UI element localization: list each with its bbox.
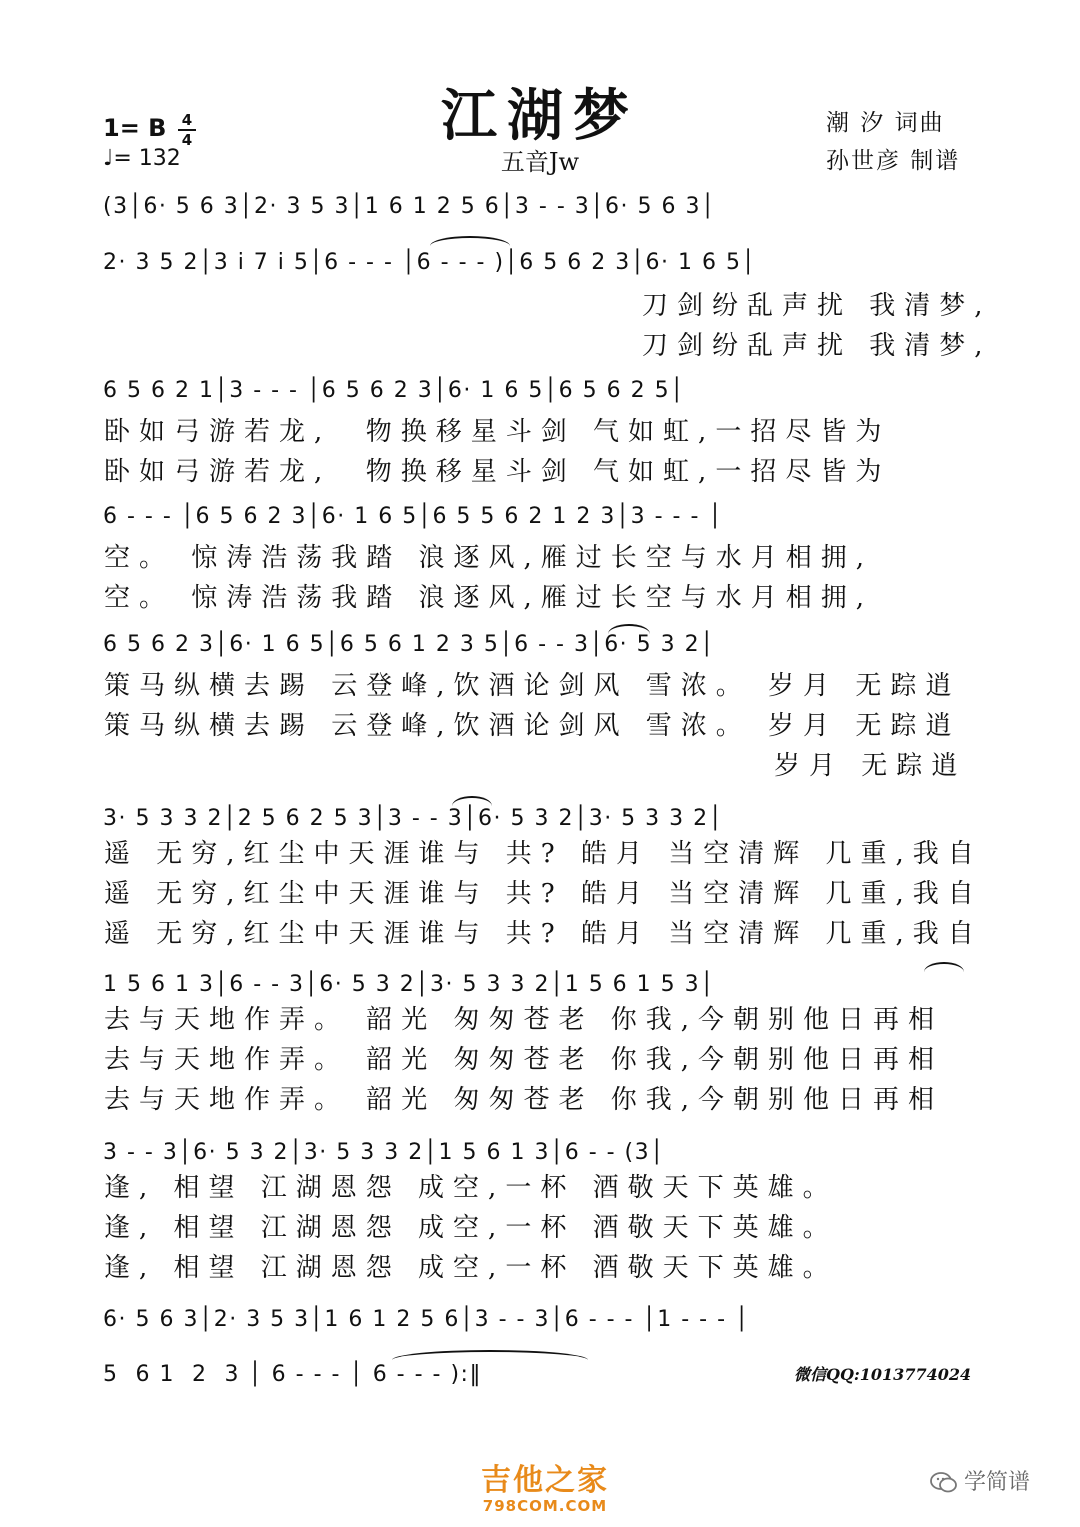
notation-text: 3 - - 3│6· 5 3 2│3· 5 3 3 2│1 5 6 1 3│6 - - (3│ bbox=[103, 1140, 665, 1165]
lyric-line bbox=[0, 706, 1080, 746]
lyric-text: 策马纵横去踢 云登峰,饮酒论剑风 雪浓。 岁月 无踪逍 bbox=[104, 671, 961, 701]
lyric-line bbox=[0, 1248, 1080, 1288]
lyric-line bbox=[0, 538, 1080, 578]
lyric-line bbox=[0, 578, 1080, 618]
credit-arranger: 孙世彦 制谱 bbox=[826, 148, 961, 174]
lyric-text: 去与天地作弄。 韶光 匆匆苍老 你我,今朝别他日再相 bbox=[104, 1005, 944, 1035]
lyric-line bbox=[0, 1000, 1080, 1040]
watermark bbox=[930, 1465, 1030, 1496]
time-signature bbox=[178, 112, 196, 148]
site-logo bbox=[470, 1455, 620, 1515]
lyric-line bbox=[0, 834, 1080, 874]
notation-line bbox=[0, 240, 1080, 286]
lyric-text: 逢, 相望 江湖恩怨 成空,一杯 酒敬天下英雄。 bbox=[104, 1253, 838, 1283]
notation-line bbox=[0, 368, 1080, 414]
lyric-text: 逢, 相望 江湖恩怨 成空,一杯 酒敬天下英雄。 bbox=[104, 1173, 838, 1203]
notation-text: 6 5 6 2 1│3 - - - │6 5 6 2 3│6· 1 6 5│6 5 6 2 5│ bbox=[103, 378, 685, 403]
wechat-icon bbox=[930, 1472, 958, 1494]
notation-text: 6 - - - │6 5 6 2 3│6· 1 6 5│6 5 5 6 2 1 2 3│3 - - - │ bbox=[103, 504, 724, 529]
notation-text: 6 5 6 2 3│6· 1 6 5│6 5 6 1 2 3 5│6 - - 3│6· 5 3 2│ bbox=[103, 632, 715, 657]
lyric-text: 遥 无穷,红尘中天涯谁与 共? 皓月 当空清辉 几重,我自 bbox=[104, 839, 983, 869]
lyric-line bbox=[0, 1080, 1080, 1120]
song-subtitle: 五音Jw bbox=[500, 148, 580, 176]
lyric-line bbox=[0, 1040, 1080, 1080]
logo-main-text: 吉他之家 bbox=[481, 1463, 609, 1498]
notation-text: (3│6· 5 6 3│2· 3 5 3│1 6 1 2 5 6│3 - - 3│6· 5 6 3│ bbox=[103, 194, 716, 219]
time-signature-top: 4 bbox=[181, 111, 193, 129]
tempo-marking: ♩= 132 bbox=[103, 146, 181, 171]
lyric-text: 刀剑纷乱声扰 我清梦, bbox=[642, 291, 992, 321]
watermark-text: 学简谱 bbox=[964, 1470, 1031, 1495]
notation-text: 1 5 6 1 3│6 - - 3│6· 5 3 2│3· 5 3 3 2│1 5 6 1 5 3│ bbox=[103, 972, 715, 997]
tie-mark bbox=[430, 236, 510, 246]
lyric-line bbox=[0, 914, 1080, 954]
notation-text: 2· 3 5 2│3 i 7 i 5│6 - - - │6 - - - )│6 5 6 2 3│6· 1 6 5│ bbox=[103, 250, 757, 275]
lyric-text: 逢, 相望 江湖恩怨 成空,一杯 酒敬天下英雄。 bbox=[104, 1213, 838, 1243]
lyric-text: 岁月 无踪逍 bbox=[774, 751, 967, 781]
lyric-line bbox=[0, 452, 1080, 492]
lyric-line bbox=[0, 746, 1080, 786]
lyric-line bbox=[0, 666, 1080, 706]
notation-text: 5 6 1 2 3 │ 6 - - - │ 6 - - - ):‖ bbox=[103, 1362, 482, 1387]
logo-sub-text: 798COM.COM bbox=[482, 1497, 608, 1515]
lyric-text: 遥 无穷,红尘中天涯谁与 共? 皓月 当空清辉 几重,我自 bbox=[104, 879, 983, 909]
contact-info: 微信QQ:1013774024 bbox=[794, 1365, 972, 1384]
lyric-text: 卧如弓游若龙, 物换移星斗剑 气如虹,一招尽皆为 bbox=[104, 457, 891, 487]
lyric-text: 卧如弓游若龙, 物换移星斗剑 气如虹,一招尽皆为 bbox=[104, 417, 891, 447]
lyric-text: 去与天地作弄。 韶光 匆匆苍老 你我,今朝别他日再相 bbox=[104, 1085, 944, 1115]
lyric-line bbox=[0, 412, 1080, 452]
key-signature: 1= B bbox=[103, 114, 167, 142]
notation-text: 3· 5 3 3 2│2 5 6 2 5 3│3 - - 3│6· 5 3 2│3· 5 3 3 2│ bbox=[103, 806, 724, 831]
time-signature-bottom: 4 bbox=[181, 131, 193, 149]
lyric-text: 遥 无穷,红尘中天涯谁与 共? 皓月 当空清辉 几重,我自 bbox=[104, 919, 983, 949]
lyric-text: 刀剑纷乱声扰 我清梦, bbox=[642, 331, 992, 361]
lyric-line bbox=[0, 874, 1080, 914]
lyric-text: 去与天地作弄。 韶光 匆匆苍老 你我,今朝别他日再相 bbox=[104, 1045, 944, 1075]
notation-line bbox=[0, 622, 1080, 668]
notation-line bbox=[0, 184, 1080, 230]
lyric-text: 空。 惊涛浩荡我踏 浪逐风,雁过长空与水月相拥, bbox=[104, 543, 874, 573]
notation-line bbox=[0, 1297, 1080, 1343]
lyric-line bbox=[0, 1208, 1080, 1248]
notation-line bbox=[0, 494, 1080, 540]
lyric-text: 策马纵横去踢 云登峰,饮酒论剑风 雪浓。 岁月 无踪逍 bbox=[104, 711, 961, 741]
notation-text: 6· 5 6 3│2· 3 5 3│1 6 1 2 5 6│3 - - 3│6 - - - │1 - - - │ bbox=[103, 1307, 750, 1332]
lyric-line bbox=[0, 286, 1080, 326]
lyric-line bbox=[0, 1168, 1080, 1208]
credit-composer: 潮 汐 词曲 bbox=[826, 110, 945, 136]
lyric-line bbox=[0, 326, 1080, 366]
lyric-text: 空。 惊涛浩荡我踏 浪逐风,雁过长空与水月相拥, bbox=[104, 583, 874, 613]
song-title: 江湖梦 bbox=[441, 83, 639, 149]
